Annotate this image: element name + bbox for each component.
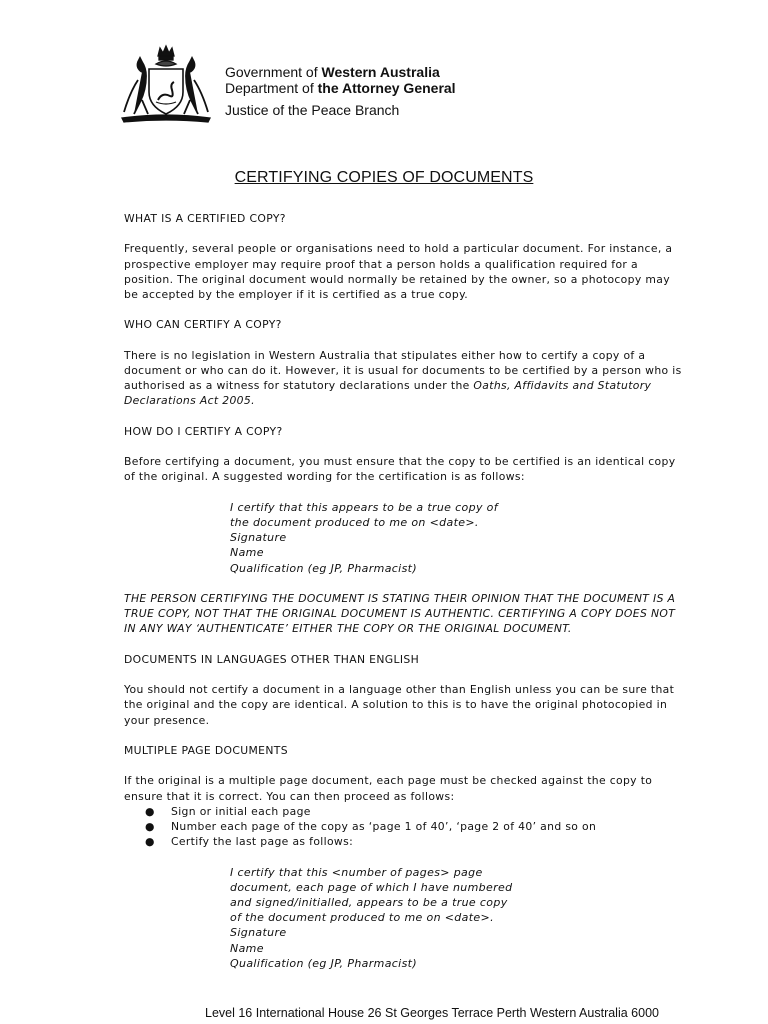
quote-line: I certify that this appears to be a true copy of — [230, 500, 498, 514]
list-item: ● Sign or initial each page — [145, 804, 311, 818]
section-heading-multiple-pages: MULTIPLE PAGE DOCUMENTS — [124, 743, 288, 757]
quote-line: Name — [230, 941, 264, 955]
quote-line: Qualification (eg JP, Pharmacist) — [230, 561, 417, 575]
warning-paragraph: THE PERSON CERTIFYING THE DOCUMENT IS STATING THEIR OPINION THAT THE DOCUMENT IS A TRUE COPY, NOT THAT THE ORIGINAL DOCUMENT IS AUTHENTIC. CERTIFYING A COPY DOES NOT IN ANY WAY ‘AUTHENTICATE’ EITHER THE COPY OR THE ORIGINAL DOCUMENT. — [124, 591, 676, 636]
bullet-icon: ● — [145, 819, 155, 833]
certification-wording-single — [124, 500, 684, 576]
quote-line: the document produced to me on <date>. — [230, 515, 479, 529]
header-government: Government of Western Australia — [225, 64, 440, 80]
bullet-icon: ● — [145, 835, 155, 849]
quote-line: and signed/initialled, appears to be a true copy — [230, 895, 508, 909]
document-body — [124, 211, 684, 971]
paragraph-multiple-pages: If the original is a multiple page document, each page must be checked against the copy to ensure that it is correct. You can then proceed as follows: — [124, 774, 653, 803]
quote-line: document, each page of which I have numbered — [230, 880, 513, 894]
list-item: ● Certify the last page as follows: — [145, 835, 354, 849]
paragraph-how-to-certify: Before certifying a document, you must ensure that the copy to be certified is an identical copy of the original. A suggested wording for the certification is as follows: — [124, 455, 676, 484]
paragraph-certified-copy: Frequently, several people or organisations need to hold a particular document. For instance, a prospective employer may require proof that a person holds a qualification required for a position. The original document would normally be retained by the owner, so a photocopy may be accepted by the employer if it is certified as a true copy. — [124, 242, 673, 301]
section-heading-certified-copy: WHAT IS A CERTIFIED COPY? — [124, 212, 286, 225]
certification-wording-multipage — [124, 865, 684, 971]
quote-line: Qualification (eg JP, Pharmacist) — [230, 956, 417, 970]
steps-list — [124, 804, 684, 850]
list-item: ● Number each page of the copy as ‘page 1 of 40’, ‘page 2 of 40’ and so on — [145, 819, 597, 833]
quote-line: I certify that this <number of pages> page — [230, 865, 483, 879]
section-heading-who-can-certify: WHO CAN CERTIFY A COPY? — [124, 318, 282, 332]
coat-of-arms-logo — [118, 42, 214, 126]
act-name: Oaths, Affidavits and Statutory Declarations Act 2005. — [124, 379, 652, 408]
section-heading-languages: DOCUMENTS IN LANGUAGES OTHER THAN ENGLISH — [124, 652, 420, 666]
header-branch: Justice of the Peace Branch — [225, 102, 400, 118]
paragraph-languages: You should not certify a document in a language other than English unless you can be sure that the original and the copy are identical. A solution to this is to have the original photocopied in your presence. — [124, 683, 675, 727]
paragraph-who-can-certify: There is no legislation in Western Australia that stipulates either how to certify a copy of a document or who can do it. However, it is usual for documents to be certified by a person who is authorised as a witness for statutory declarations under the Oaths, Affidavits and Statutory Declarations Act 2005. — [124, 348, 682, 408]
section-heading-how-to-certify: HOW DO I CERTIFY A COPY? — [124, 424, 283, 438]
page-title: CERTIFYING COPIES OF DOCUMENTS — [234, 169, 534, 186]
quote-line: of the document produced to me on <date>. — [230, 911, 494, 925]
footer-address: Level 16 International House 26 St Georges Terrace Perth Western Australia 6000 — [205, 1006, 659, 1020]
quote-line: Name — [230, 546, 264, 560]
header-department: Department of the Attorney General — [225, 80, 456, 96]
quote-line: Signature — [230, 531, 287, 545]
bullet-icon: ● — [145, 804, 155, 818]
quote-line: Signature — [230, 926, 287, 940]
